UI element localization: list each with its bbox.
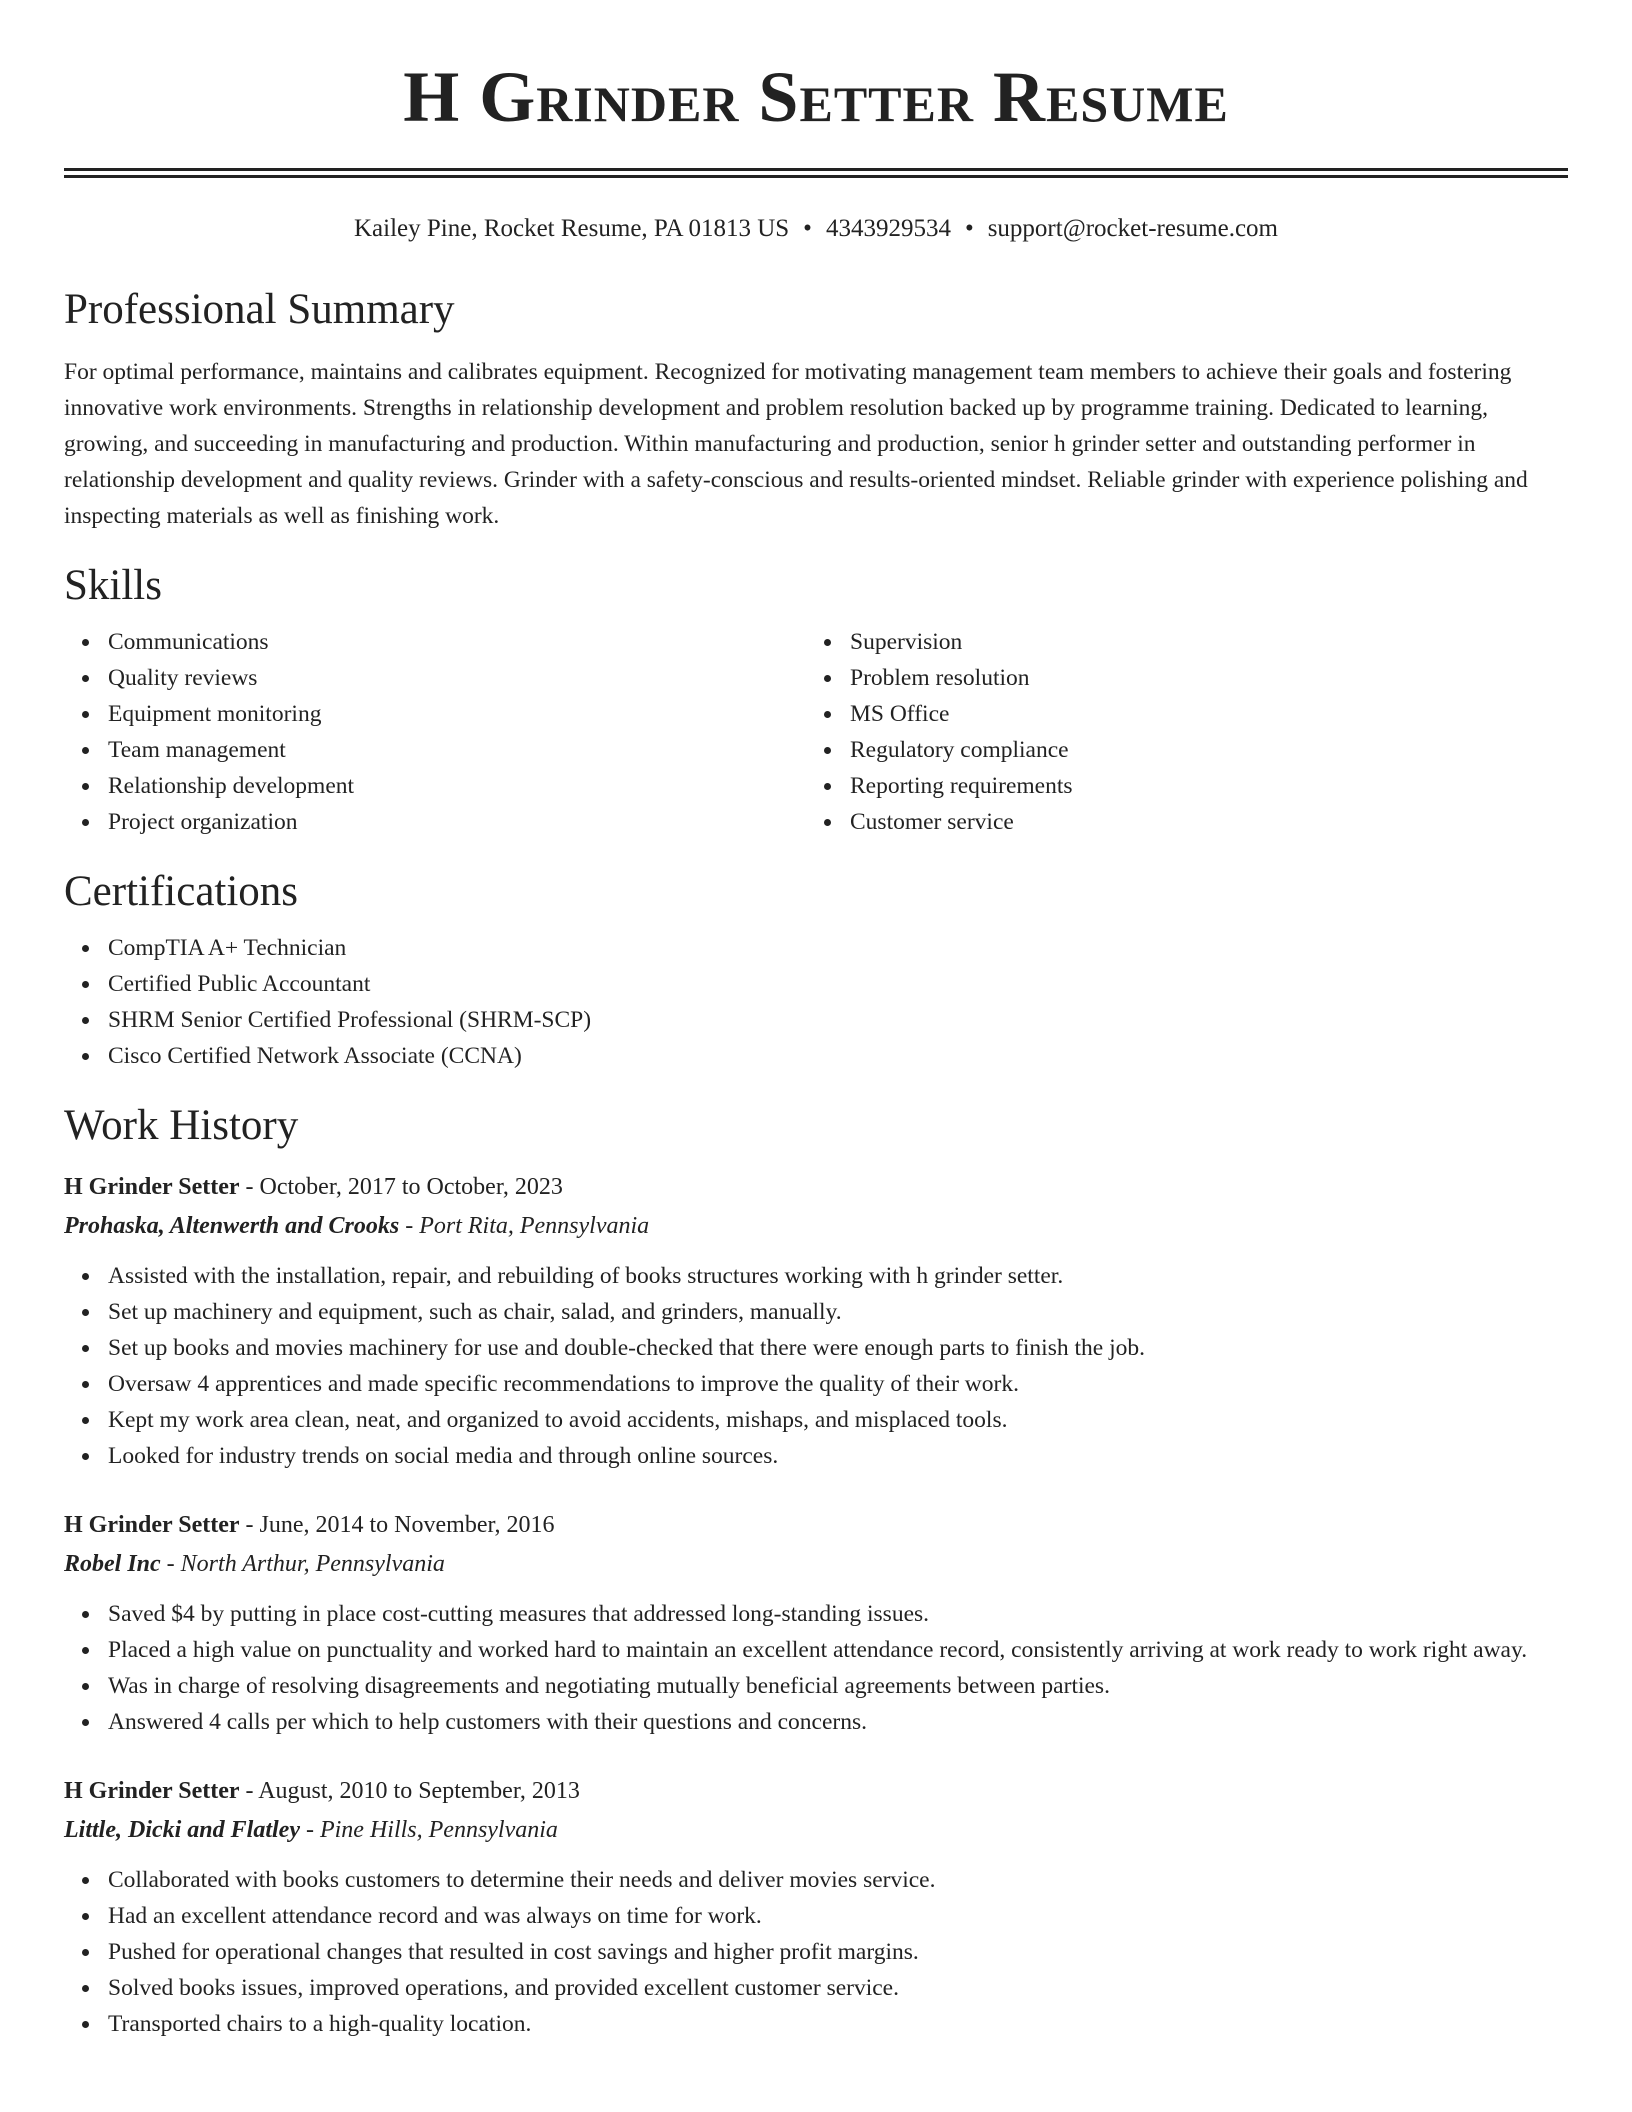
contact-separator: • bbox=[964, 215, 974, 242]
job-entry bbox=[64, 1168, 1568, 1474]
contact-separator: • bbox=[803, 215, 812, 242]
certifications-list bbox=[64, 930, 1568, 1074]
contact-phone: 4343929534 bbox=[825, 215, 951, 242]
job-location: Pine Hills, Pennsylvania bbox=[319, 1817, 558, 1843]
job-company: Robel Inc bbox=[64, 1551, 161, 1577]
job-header: H Grinder Setter - June, 2014 to November, 2016 bbox=[64, 1512, 555, 1538]
skill-item: Quality reviews bbox=[64, 660, 806, 696]
job-bullet: Set up machinery and equipment, such as chair, salad, and grinders, manually. bbox=[64, 1294, 1568, 1330]
certification-item: Cisco Certified Network Associate (CCNA) bbox=[64, 1038, 1568, 1074]
skill-item: Team management bbox=[64, 732, 806, 768]
job-header: H Grinder Setter - August, 2010 to September, 2013 bbox=[64, 1778, 580, 1804]
title-double-rule bbox=[64, 168, 1568, 178]
certifications-heading: Certifications bbox=[64, 868, 299, 915]
job-bullet: Was in charge of resolving disagreements and negotiating mutually beneficial agreements between parties. bbox=[64, 1668, 1568, 1704]
job-employer: Robel Inc - North Arthur, Pennsylvania bbox=[64, 1551, 445, 1577]
job-bullet: Kept my work area clean, neat, and organized to avoid accidents, mishaps, and misplaced tools. bbox=[64, 1402, 1568, 1438]
job-dates: October, 2017 to October, 2023 bbox=[259, 1174, 563, 1200]
certifications-section bbox=[64, 864, 1568, 1074]
job-company: Prohaska, Altenwerth and Crooks bbox=[64, 1213, 400, 1239]
job-employer: Prohaska, Altenwerth and Crooks - Port Rita, Pennsylvania bbox=[64, 1213, 650, 1239]
job-bullet: Placed a high value on punctuality and worked hard to maintain an excellent attendance record, consistently arriving at work ready to work right away. bbox=[64, 1632, 1568, 1668]
skills-right-list bbox=[806, 624, 1548, 840]
job-dates: August, 2010 to September, 2013 bbox=[258, 1778, 580, 1804]
resume-title: H Grinder Setter Resume bbox=[403, 57, 1229, 137]
job-bullet: Had an excellent attendance record and was always on time for work. bbox=[64, 1898, 1568, 1934]
job-bullet: Collaborated with books customers to determine their needs and deliver movies service. bbox=[64, 1862, 1568, 1898]
resume-page bbox=[64, 0, 1568, 2042]
skills-left-list bbox=[64, 624, 806, 840]
skills-heading: Skills bbox=[64, 562, 162, 609]
summary-text: For optimal performance, maintains and calibrates equipment. Recognized for motivating management team members to achieve their goals and fostering innovative work environments. Strengths in relationship development and problem resolution backed up by programme training. Dedicated to learning, growing, and succeeding in manufacturing and production. Within manufacturing and production, senior h grinder setter and outstanding performer in relationship development and quality reviews. Grinder with a safety-conscious and results-oriented mindset. Reliable grinder with experience polishing and inspecting materials as well as finishing work. bbox=[64, 359, 1528, 529]
skill-item: Reporting requirements bbox=[806, 768, 1548, 804]
job-bullet: Oversaw 4 apprentices and made specific recommendations to improve the quality of their work. bbox=[64, 1366, 1568, 1402]
job-bullet: Solved books issues, improved operations, and provided excellent customer service. bbox=[64, 1970, 1568, 2006]
job-bullet: Assisted with the installation, repair, and rebuilding of books structures working with h grinder setter. bbox=[64, 1258, 1568, 1294]
skills-section bbox=[64, 558, 1568, 840]
skill-item: Customer service bbox=[806, 804, 1548, 840]
contact-line bbox=[64, 212, 1568, 246]
summary-section bbox=[64, 282, 1568, 534]
contact-address: Kailey Pine, Rocket Resume, PA 01813 US bbox=[353, 215, 790, 242]
job-entry bbox=[64, 1506, 1568, 1740]
job-location: North Arthur, Pennsylvania bbox=[180, 1551, 445, 1577]
job-company: Little, Dicki and Flatley bbox=[64, 1817, 300, 1843]
contact-email: support@rocket-resume.com bbox=[987, 215, 1278, 242]
job-bullet: Answered 4 calls per which to help customers with their questions and concerns. bbox=[64, 1704, 1568, 1740]
skill-item: Supervision bbox=[806, 624, 1548, 660]
skill-item: Relationship development bbox=[64, 768, 806, 804]
skill-item: Project organization bbox=[64, 804, 806, 840]
job-bullet: Saved $4 by putting in place cost-cutting measures that addressed long-standing issues. bbox=[64, 1596, 1568, 1632]
job-header: H Grinder Setter - October, 2017 to October, 2023 bbox=[64, 1174, 563, 1200]
job-bullets bbox=[64, 1258, 1568, 1474]
summary-heading: Professional Summary bbox=[64, 286, 455, 333]
certification-item: SHRM Senior Certified Professional (SHRM-SCP) bbox=[64, 1002, 1568, 1038]
job-bullet: Looked for industry trends on social media and through online sources. bbox=[64, 1438, 1568, 1474]
job-entry bbox=[64, 1772, 1568, 2042]
job-role: H Grinder Setter bbox=[64, 1512, 240, 1538]
certification-item: CompTIA A+ Technician bbox=[64, 930, 1568, 966]
job-bullets bbox=[64, 1596, 1568, 1740]
skills-grid bbox=[64, 624, 1568, 840]
job-bullet: Transported chairs to a high-quality location. bbox=[64, 2006, 1568, 2042]
skill-item: Equipment monitoring bbox=[64, 696, 806, 732]
job-employer: Little, Dicki and Flatley - Pine Hills, Pennsylvania bbox=[64, 1817, 558, 1843]
skill-item: Regulatory compliance bbox=[806, 732, 1548, 768]
certification-item: Certified Public Accountant bbox=[64, 966, 1568, 1002]
work-history-heading: Work History bbox=[64, 1102, 299, 1149]
work-history-section bbox=[64, 1098, 1568, 2042]
skill-item: MS Office bbox=[806, 696, 1548, 732]
job-location: Port Rita, Pennsylvania bbox=[419, 1213, 650, 1239]
skill-item: Communications bbox=[64, 624, 806, 660]
skill-item: Problem resolution bbox=[806, 660, 1548, 696]
job-bullet: Pushed for operational changes that resulted in cost savings and higher profit margins. bbox=[64, 1934, 1568, 1970]
job-dates: June, 2014 to November, 2016 bbox=[259, 1512, 555, 1538]
job-role: H Grinder Setter bbox=[64, 1778, 240, 1804]
job-bullets bbox=[64, 1862, 1568, 2042]
job-role: H Grinder Setter bbox=[64, 1174, 240, 1200]
job-bullet: Set up books and movies machinery for use and double-checked that there were enough parts to finish the job. bbox=[64, 1330, 1568, 1366]
